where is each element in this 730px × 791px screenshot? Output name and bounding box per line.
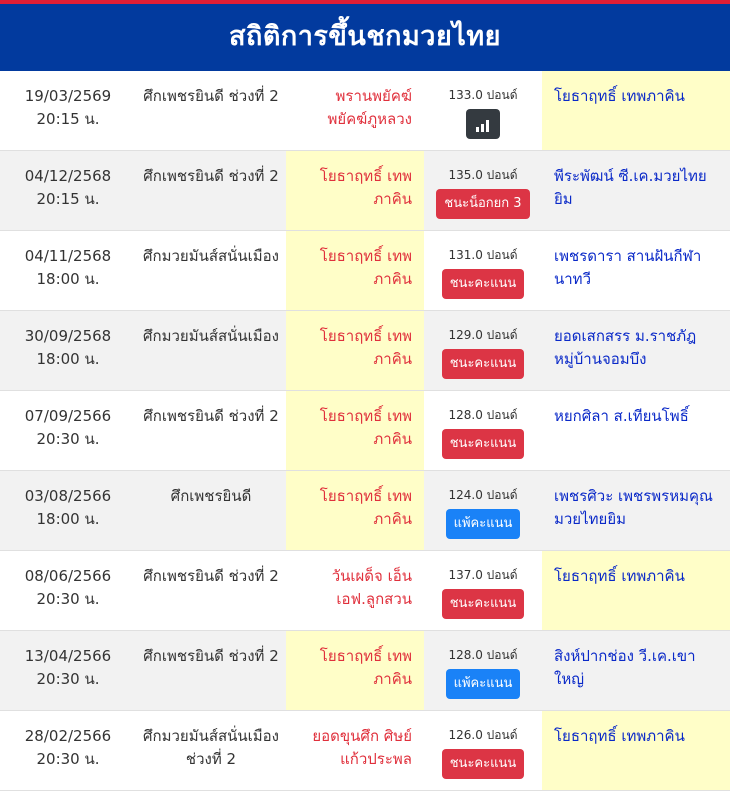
fight-weight: 128.0 ปอนด์	[448, 648, 518, 662]
fight-weight: 126.0 ปอนด์	[448, 728, 518, 742]
page-title: สถิติการขึ้นชกมวยไทย	[229, 21, 501, 52]
fight-weight: 128.0 ปอนด์	[448, 408, 518, 422]
result-badge: ชนะคะแนน	[442, 349, 525, 379]
fight-date-cell	[0, 471, 136, 550]
fight-row	[0, 711, 730, 791]
fight-result-cell	[424, 631, 542, 710]
fight-row	[0, 71, 730, 151]
fight-time: 18:00 น.	[36, 350, 100, 368]
fight-date: 04/12/2568	[24, 167, 112, 185]
fight-result-cell	[424, 71, 542, 150]
result-badge: ชนะคะแนน	[442, 589, 525, 619]
blue-corner-fighter[interactable]: พีระพัฒน์ ซี.เค.มวยไทยยิม	[554, 167, 707, 208]
fight-event: ศึกมวยมันส์สนั่นเมือง ช่วงที่ 2	[142, 727, 279, 768]
result-badge: ชนะคะแนน	[442, 429, 525, 459]
blue-corner-fighter[interactable]: หยกศิลา ส.เทียนโพธิ์	[554, 407, 689, 425]
fight-weight: 135.0 ปอนด์	[448, 168, 518, 182]
fight-weight: 131.0 ปอนด์	[448, 248, 518, 262]
fight-event: ศึกเพชรยินดี ช่วงที่ 2	[143, 647, 279, 665]
fight-date-cell	[0, 71, 136, 150]
red-corner-fighter[interactable]: โยธาฤทธิ์ เทพภาคิน	[286, 311, 424, 390]
fight-time: 20:30 น.	[36, 670, 100, 688]
fight-result-cell	[424, 711, 542, 790]
fight-time: 20:15 น.	[36, 190, 100, 208]
fight-row	[0, 311, 730, 391]
red-corner-fighter[interactable]: พรานพยัคฆ์ พยัคฆ์ภูหลวง	[327, 87, 412, 128]
fight-event: ศึกเพชรยินดี ช่วงที่ 2	[143, 167, 279, 185]
fight-event: ศึกเพชรยินดี ช่วงที่ 2	[143, 567, 279, 585]
fight-weight: 124.0 ปอนด์	[448, 488, 518, 502]
fight-time: 18:00 น.	[36, 510, 100, 528]
red-corner-fighter[interactable]: วันเผด็จ เอ็นเอฟ.ลูกสวน	[331, 567, 412, 608]
fight-weight: 133.0 ปอนด์	[448, 88, 518, 102]
fight-date: 28/02/2566	[24, 727, 112, 745]
fight-weight: 129.0 ปอนด์	[448, 328, 518, 342]
red-corner-fighter[interactable]: ยอดขุนศึก ศิษย์แก้วประพล	[312, 727, 412, 768]
fight-date-cell	[0, 391, 136, 470]
fight-date: 07/09/2566	[24, 407, 112, 425]
fight-time: 18:00 น.	[36, 270, 100, 288]
blue-corner-fighter[interactable]: เพชรศิวะ เพชรพรหมคุณมวยไทยยิม	[554, 487, 713, 528]
blue-corner-fighter[interactable]: โยธาฤทธิ์ เทพภาคิน	[542, 71, 730, 150]
result-badge: ชนะคะแนน	[442, 749, 525, 779]
fight-time: 20:15 น.	[36, 110, 100, 128]
fight-history-list	[0, 71, 730, 791]
red-corner-fighter[interactable]: โยธาฤทธิ์ เทพภาคิน	[286, 471, 424, 550]
red-corner-fighter[interactable]: โยธาฤทธิ์ เทพภาคิน	[286, 151, 424, 230]
fight-date-cell	[0, 631, 136, 710]
fight-date: 08/06/2566	[24, 567, 112, 585]
fight-date-cell	[0, 231, 136, 310]
fight-row	[0, 631, 730, 711]
fight-time: 20:30 น.	[36, 590, 100, 608]
fight-event: ศึกมวยมันส์สนั่นเมือง	[142, 247, 279, 265]
fight-result-cell	[424, 551, 542, 630]
red-corner-fighter[interactable]: โยธาฤทธิ์ เทพภาคิน	[286, 391, 424, 470]
fight-row	[0, 231, 730, 311]
fight-date: 30/09/2568	[24, 327, 112, 345]
blue-corner-fighter[interactable]: โยธาฤทธิ์ เทพภาคิน	[542, 711, 730, 790]
fight-time: 20:30 น.	[36, 750, 100, 768]
fight-date: 19/03/2569	[24, 87, 112, 105]
fight-event: ศึกเพชรยินดี ช่วงที่ 2	[143, 87, 279, 105]
fight-date-cell	[0, 151, 136, 230]
blue-corner-fighter[interactable]: โยธาฤทธิ์ เทพภาคิน	[542, 551, 730, 630]
fight-result-cell	[424, 471, 542, 550]
red-corner-fighter[interactable]: โยธาฤทธิ์ เทพภาคิน	[286, 631, 424, 710]
fight-result-cell	[424, 391, 542, 470]
fight-event: ศึกเพชรยินดี ช่วงที่ 2	[143, 407, 279, 425]
fight-date: 13/04/2566	[24, 647, 112, 665]
fight-weight: 137.0 ปอนด์	[448, 568, 518, 582]
fight-result-cell	[424, 151, 542, 230]
fight-event: ศึกเพชรยินดี	[170, 487, 252, 505]
result-badge: ชนะน็อกยก 3	[436, 189, 529, 219]
chart-bar-icon	[475, 118, 491, 132]
fight-date: 04/11/2568	[24, 247, 112, 265]
fight-row	[0, 151, 730, 231]
fight-row	[0, 471, 730, 551]
fight-result-cell	[424, 311, 542, 390]
fight-date-cell	[0, 551, 136, 630]
fight-result-cell	[424, 231, 542, 310]
fight-date-cell	[0, 711, 136, 790]
red-corner-fighter[interactable]: โยธาฤทธิ์ เทพภาคิน	[286, 231, 424, 310]
blue-corner-fighter[interactable]: ยอดเสกสรร ม.ราชภัฎหมู่บ้านจอมบึง	[554, 327, 697, 368]
result-badge: แพ้คะแนน	[446, 509, 521, 539]
result-badge: แพ้คะแนน	[446, 669, 521, 699]
fight-date-cell	[0, 311, 136, 390]
page-header	[0, 0, 730, 71]
result-badge: ชนะคะแนน	[442, 269, 525, 299]
blue-corner-fighter[interactable]: เพชรดารา สานฝันกีฬานาทวี	[554, 247, 702, 288]
blue-corner-fighter[interactable]: สิงห์ปากช่อง วี.เค.เขาใหญ่	[554, 647, 696, 688]
fight-row	[0, 551, 730, 631]
stats-button[interactable]	[466, 109, 500, 139]
fight-event: ศึกมวยมันส์สนั่นเมือง	[142, 327, 279, 345]
fight-time: 20:30 น.	[36, 430, 100, 448]
fight-row	[0, 391, 730, 471]
fight-date: 03/08/2566	[24, 487, 112, 505]
